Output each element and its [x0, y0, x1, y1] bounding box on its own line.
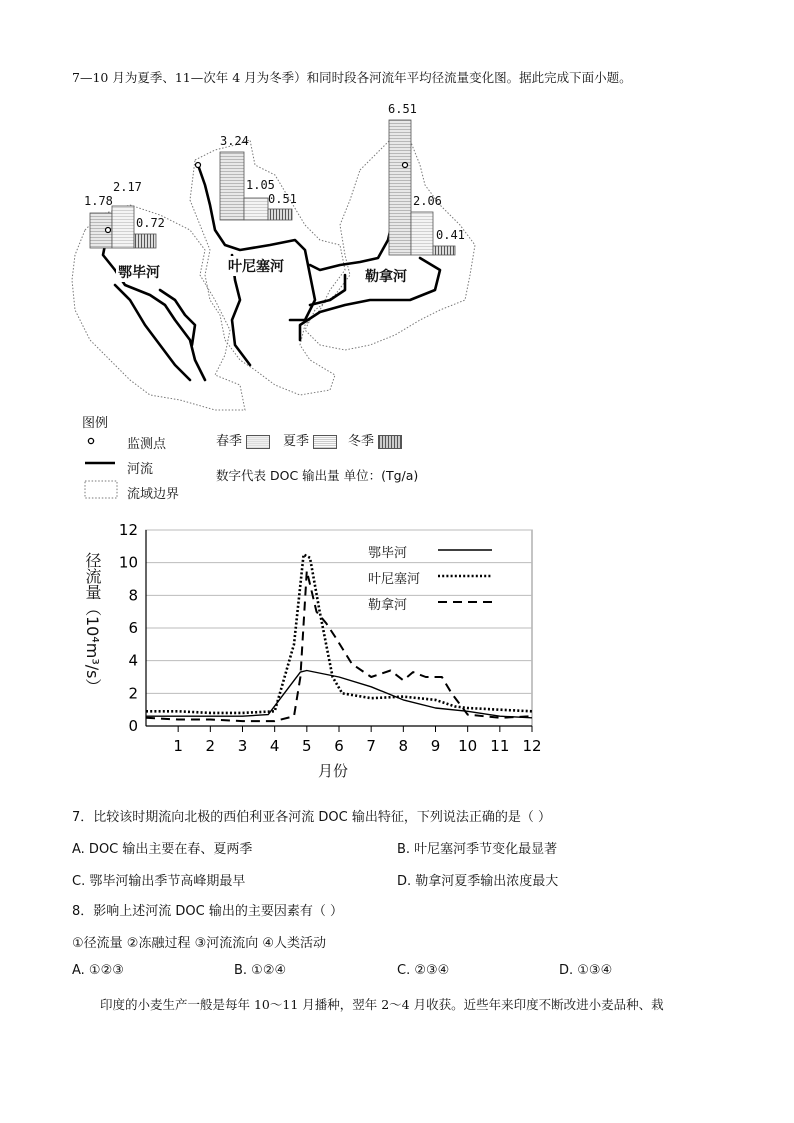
xtick-label-1: 1 [173, 737, 183, 755]
xtick-label-9: 9 [430, 737, 441, 755]
legend-title: 图例 [82, 416, 109, 431]
xtick-label-3: 3 [237, 737, 248, 755]
boundary-legend-icon [84, 480, 118, 500]
legend-winter-row [348, 430, 402, 449]
legend-summer-label: 夏季 [283, 434, 310, 449]
q8-option-c: C. ②③④ [397, 963, 450, 978]
summer-swatch-icon [313, 435, 337, 449]
q8-option-d: D. ①③④ [559, 963, 613, 978]
ob-tributary-2 [160, 290, 195, 345]
ytick-label-10: 10 [118, 553, 138, 572]
yenisei-winter-bar [268, 209, 292, 220]
q7-option-a: A. DOC 输出主要在春、夏两季 [72, 842, 253, 857]
yenisei-monitor-point [196, 163, 201, 168]
xtick-label-4: 4 [269, 737, 280, 755]
q8-option-a: A. ①②③ [72, 963, 124, 978]
lena-winter-bar [433, 246, 455, 255]
ytick-label-12: 12 [118, 521, 138, 539]
xtick-label-5: 5 [302, 737, 312, 755]
lena-summer-value: 2.06 [413, 194, 442, 208]
ytick-label-4: 4 [128, 651, 138, 670]
river-legend-icon [84, 458, 116, 468]
chart-ylabel [82, 552, 102, 700]
q7-option-b: B. 叶尼塞河季节变化最显著 [397, 842, 558, 857]
ytick-label-0: 0 [128, 717, 138, 735]
legend-spring-row [216, 430, 270, 449]
runoff-line-chart [110, 520, 550, 790]
legend-note: 数字代表 DOC 输出量 单位：(Tg/a) [216, 468, 419, 483]
ob-spring-value: 1.78 [84, 194, 113, 208]
lena-summer-bar [411, 212, 433, 255]
lena-winter-value: 0.41 [436, 228, 465, 242]
legend-river-label: 河流 [127, 462, 154, 477]
xtick-label-7: 7 [366, 737, 376, 755]
monitor-point-legend-icon [85, 435, 97, 447]
ob-winter-bar [134, 234, 156, 248]
xtick-label-6: 6 [334, 737, 344, 755]
q7-option-c: C. 鄂毕河输出季节高峰期最早 [72, 874, 246, 889]
q7-option-d: D. 勒拿河夏季输出浓度最大 [397, 874, 559, 889]
xtick-label-2: 2 [205, 737, 216, 755]
lena-monitor-point [403, 163, 408, 168]
xtick-label-8: 8 [398, 737, 409, 755]
winter-swatch-icon [378, 435, 402, 449]
yenisei-spring-bar [220, 152, 244, 220]
chart-legend-ob-label: 鄂毕河 [368, 546, 408, 561]
legend-spring-label: 春季 [216, 434, 243, 449]
q8-stem: 8．影响上述河流 DOC 输出的主要因素有（ ） [72, 904, 343, 919]
ytick-label-8: 8 [128, 586, 138, 605]
yenisei-summer-bar [244, 198, 268, 220]
ytick-label-2: 2 [128, 684, 138, 703]
legend-boundary-label: 流域边界 [127, 487, 180, 502]
legend-winter-label: 冬季 [348, 434, 375, 449]
chart-legend-lena-label: 勒拿河 [368, 598, 408, 613]
ob-river [103, 230, 205, 380]
spring-swatch-icon [246, 435, 270, 449]
legend-summer-row [283, 430, 337, 449]
yenisei-summer-value: 1.05 [246, 178, 275, 192]
chart-ylabel-text: 径流量（10⁴m³/s） [83, 552, 102, 695]
ob-tributary [115, 285, 190, 380]
q8-option-b: B. ①②④ [234, 963, 287, 978]
q7-stem: 7．比较该时期流向北极的西伯利亚各河流 DOC 输出特征，下列说法正确的是（ ） [72, 810, 551, 825]
ob-winter-value: 0.72 [136, 216, 165, 230]
ob-summer-bar [112, 206, 134, 248]
lena-spring-bar [389, 120, 411, 255]
xtick-label-10: 10 [458, 737, 478, 755]
chart-xlabel: 月份 [318, 762, 349, 780]
ob-monitor-point [106, 228, 111, 233]
intro-line: 7—10 月为夏季、11—次年 4 月为冬季）和同时段各河流年平均径流量变化图。据此完成下面小题。 [72, 70, 632, 85]
xtick-label-11: 11 [490, 737, 510, 755]
lena-label: 勒拿河 [363, 266, 409, 286]
lena-spring-value: 6.51 [388, 102, 417, 116]
q8-factors: ①径流量 ②冻融过程 ③河流流向 ④人类活动 [72, 936, 327, 951]
yenisei-label: 叶尼塞河 [226, 256, 286, 276]
xtick-label-12: 12 [522, 737, 542, 755]
yenisei-winter-value: 0.51 [268, 192, 297, 206]
chart-legend-yenisei-label: 叶尼塞河 [368, 572, 421, 587]
closing-line: 印度的小麦生产一般是每年 10～11 月播种，翌年 2～4 月收获。近些年来印度不断改进小麦品种、栽 [100, 997, 664, 1012]
ob-label: 鄂毕河 [116, 262, 162, 282]
legend-monitor-label: 监测点 [127, 437, 167, 452]
ob-summer-value: 2.17 [113, 180, 142, 194]
ytick-label-6: 6 [128, 619, 138, 637]
yenisei-spring-value: 3.24 [220, 134, 249, 148]
